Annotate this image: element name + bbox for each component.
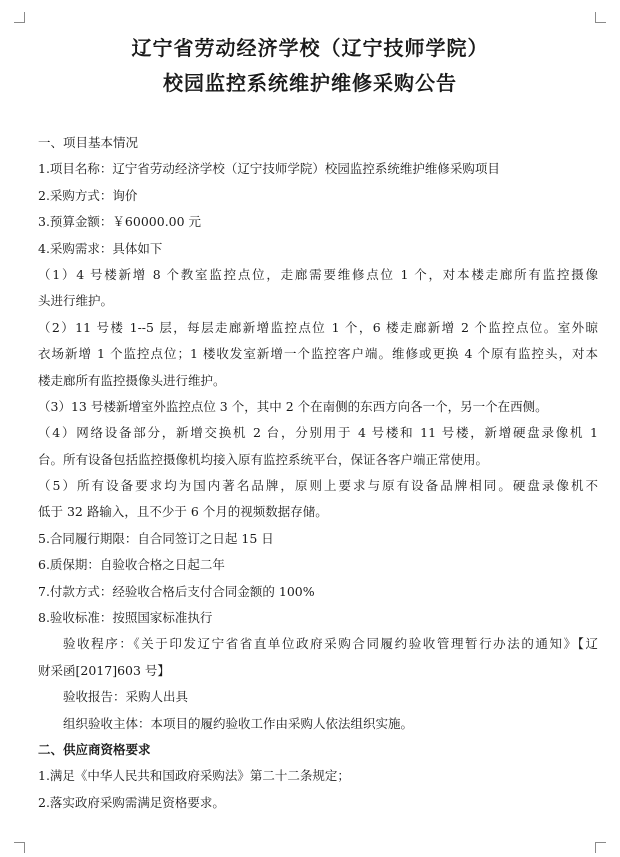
- page-corner-mark: [14, 842, 25, 853]
- requirement-paragraph: （1）4 号楼新增 8 个教室监控点位，走廊需要维修点位 1 个，对本楼走廊所有监控摄像: [38, 266, 598, 282]
- page-corner-mark: [14, 12, 25, 23]
- document-subtitle: 校园监控系统维护维修采购公告: [163, 71, 457, 95]
- acceptance-procedure: 财采函[2017]603 号】: [38, 662, 170, 678]
- budget-amount: 3.预算金额：￥60000.00 元: [38, 214, 202, 230]
- acceptance-standard: 8.验收标准：按照国家标准执行: [38, 610, 213, 626]
- page-corner-mark: [595, 842, 606, 853]
- requirement-paragraph: 衣场新增 1 个监控点位；1 楼收发室新增一个监控客户端。维修或更换 4 个原有监控头，对本: [38, 346, 598, 362]
- requirement-paragraph: （3）13 号楼新增室外监控点位 3 个，其中 2 个在南侧的东西方向各一个，另一个在西侧。: [38, 398, 548, 414]
- document-title: 辽宁省劳动经济学校（辽宁技师学院）: [131, 36, 489, 60]
- section-heading: 二、供应商资格要求: [38, 741, 151, 757]
- requirement-paragraph: （2）11 号楼 1--5 层，每层走廊新增监控点位 1 个，6 楼走廊新增 2 个监控点位。室外晾: [38, 319, 598, 335]
- requirement-paragraph: 台。所有设备包括监控摄像机均接入原有监控系统平台，保证各客户端正常使用。: [38, 451, 489, 467]
- page-corner-mark: [595, 12, 606, 23]
- document-body: [38, 130, 598, 816]
- requirement-paragraph: 楼走廊所有监控摄像头进行维护。: [38, 372, 226, 388]
- requirement-paragraph: （5）所有设备要求均为国内著名品牌，原则上要求与原有设备品牌相同。硬盘录像机不: [38, 478, 598, 494]
- acceptance-report: 验收报告：采购人出具: [63, 689, 189, 705]
- procurement-requirements: 4.采购需求：具体如下: [38, 240, 163, 256]
- requirement-paragraph: 低于 32 路输入，且不少于 6 个月的视频数据存储。: [38, 504, 328, 520]
- warranty-period: 6.质保期：自验收合格之日起二年: [38, 557, 225, 573]
- section-heading: 一、项目基本情况: [38, 135, 139, 150]
- requirement-paragraph: （4）网络设备部分，新增交换机 2 台，分别用于 4 号楼和 11 号楼，新增硬盘录像机 1: [38, 425, 598, 441]
- project-name: 1.项目名称：辽宁省劳动经济学校（辽宁技师学院）校园监控系统维护维修采购项目: [38, 161, 500, 177]
- acceptance-procedure: 验收程序：《关于印发辽宁省省直单位政府采购合同履约验收管理暂行办法的通知》【辽: [63, 636, 598, 652]
- acceptance-organizer: 组织验收主体：本项目的履约验收工作由采购人依法组织实施。: [63, 715, 414, 731]
- qualification-item: 1.满足《中华人民共和国政府采购法》第二十二条规定；: [38, 768, 350, 784]
- contract-period: 5.合同履行期限：自合同签订之日起 15 日: [38, 530, 274, 546]
- requirement-paragraph: 头进行维护。: [38, 293, 114, 309]
- payment-method: 7.付款方式：经验收合格后支付合同金额的 100%: [38, 583, 315, 599]
- qualification-item: 2.落实政府采购需满足资格要求。: [38, 794, 225, 810]
- procurement-method: 2.采购方式：询价: [38, 187, 138, 203]
